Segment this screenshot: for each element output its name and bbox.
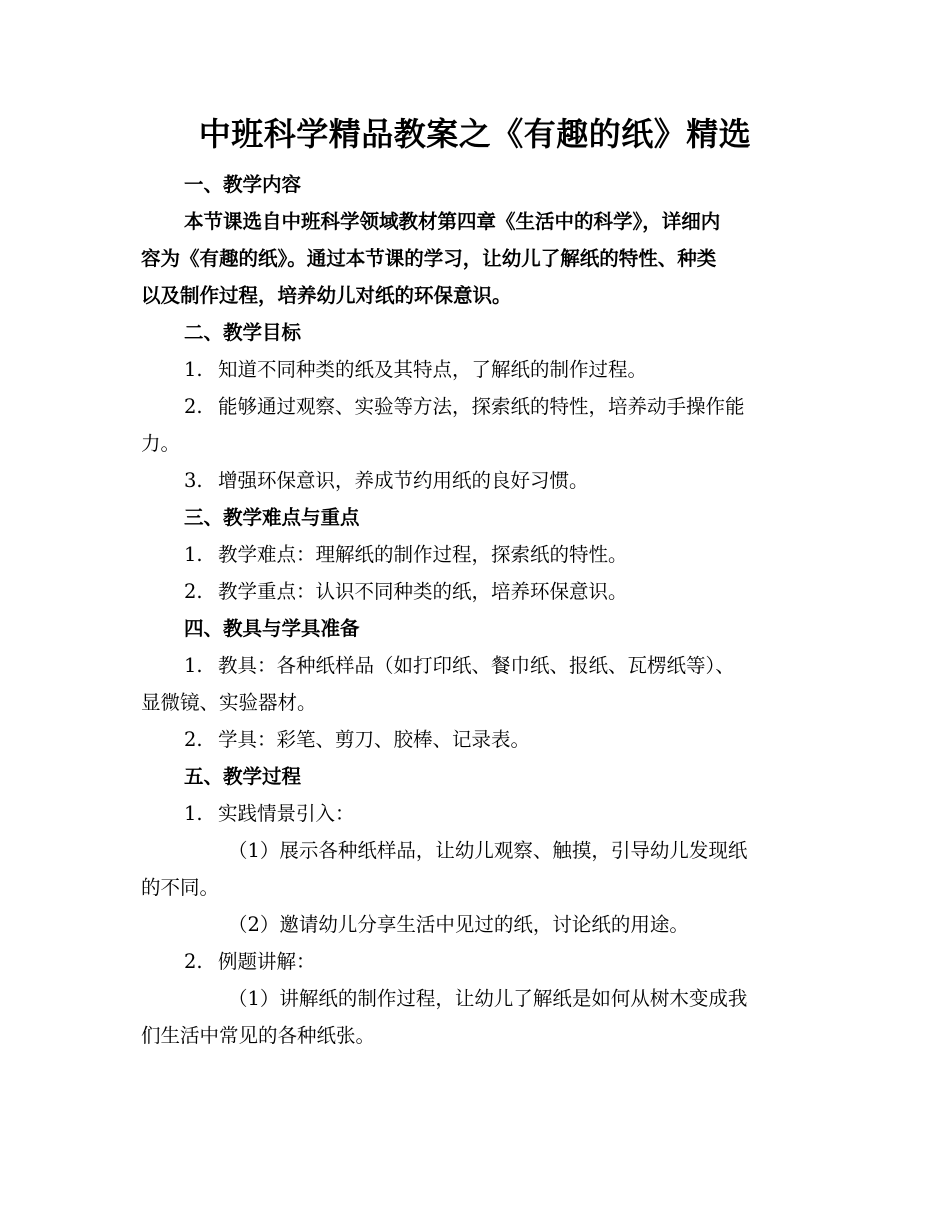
list-number: 3. xyxy=(184,469,203,492)
sub-item: （1）展示各种纸样品，让幼儿观察、触摸，引导幼儿发现纸 xyxy=(228,839,748,862)
list-number: 2. xyxy=(184,395,203,418)
list-number: 2. xyxy=(184,728,203,751)
list-text: 教具：各种纸样品（如打印纸、餐巾纸、报纸、瓦楞纸等）、 xyxy=(218,654,735,677)
list-item xyxy=(184,651,735,681)
list-number: 1. xyxy=(184,654,203,677)
list-text: 增强环保意识，养成节约用纸的良好习惯。 xyxy=(218,469,589,492)
list-text: 能够通过观察、实验等方法，探索纸的特性，培养动手操作能 xyxy=(218,395,745,418)
section-heading: 五、教学过程 xyxy=(184,765,302,788)
list-text-continuation: 显微镜、实验器材。 xyxy=(141,691,317,714)
sub-item: （1）讲解纸的制作过程，让幼儿了解纸是如何从树木变成我 xyxy=(228,987,748,1010)
list-number: 2. xyxy=(184,950,203,973)
list-text-continuation: 力。 xyxy=(141,432,181,455)
list-item xyxy=(184,355,647,385)
list-text: 教学重点：认识不同种类的纸，培养环保意识。 xyxy=(218,580,628,603)
document-title: 中班科学精品教案之《有趣的纸》精选 xyxy=(198,115,752,153)
section-heading: 二、教学目标 xyxy=(184,321,302,344)
list-item xyxy=(184,577,628,607)
list-text: 例题讲解： xyxy=(218,950,316,973)
paragraph-line: 以及制作过程，培养幼儿对纸的环保意识。 xyxy=(141,284,512,307)
list-item xyxy=(184,466,589,496)
list-item xyxy=(184,392,745,422)
list-number: 1. xyxy=(184,358,203,381)
sub-item-continuation: 们生活中常见的各种纸张。 xyxy=(141,1024,376,1047)
list-item xyxy=(184,540,628,570)
list-text: 学具：彩笔、剪刀、胶棒、记录表。 xyxy=(218,728,531,751)
list-item xyxy=(184,725,530,755)
list-number: 2. xyxy=(184,580,203,603)
list-number: 1. xyxy=(184,802,203,825)
sub-item: （2）邀请幼儿分享生活中见过的纸，讨论纸的用途。 xyxy=(228,913,689,936)
section-heading: 四、教具与学具准备 xyxy=(184,617,360,640)
section-heading: 三、教学难点与重点 xyxy=(184,506,360,529)
list-item xyxy=(184,799,355,829)
list-number: 1. xyxy=(184,543,203,566)
paragraph-line: 容为《有趣的纸》。通过本节课的学习，让幼儿了解纸的特性、种类 xyxy=(141,247,717,270)
list-text: 教学难点：理解纸的制作过程，探索纸的特性。 xyxy=(218,543,628,566)
sub-item-continuation: 的不同。 xyxy=(141,876,220,899)
paragraph-line: 本节课选自中班科学领域教材第四章《生活中的科学》，详细内 xyxy=(184,210,721,233)
section-heading: 一、教学内容 xyxy=(184,173,302,196)
list-text: 知道不同种类的纸及其特点，了解纸的制作过程。 xyxy=(218,358,648,381)
list-item xyxy=(184,947,316,977)
list-text: 实践情景引入： xyxy=(218,802,355,825)
